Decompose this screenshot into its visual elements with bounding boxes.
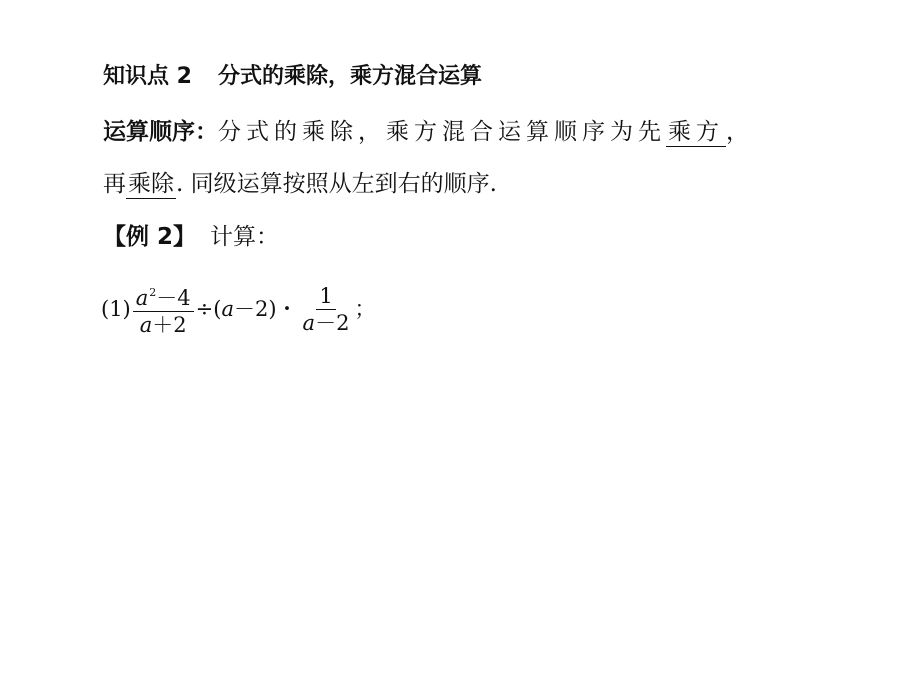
group-rest: －2)・ <box>233 297 298 321</box>
rule-text-1: 分式的乘除，乘方混合运算顺序为先 <box>218 119 666 145</box>
example-instruction: 计算： <box>210 224 280 250</box>
fraction-2-denominator: a－2 <box>302 310 350 335</box>
problem-1 <box>101 280 375 338</box>
group-variable: a <box>221 297 234 321</box>
knowledge-point-heading <box>103 62 482 92</box>
rule-line-1 <box>103 117 749 147</box>
rule-text-3: . 同级运算按照从左到右的顺序. <box>176 171 497 197</box>
fraction-1-denominator: a＋2 <box>139 313 187 337</box>
blank-answer-2: 乘除 <box>128 171 174 197</box>
fraction-1 <box>133 280 194 338</box>
example-label: 【例 2】 <box>103 224 197 250</box>
example-line <box>103 222 279 252</box>
rule-text-2: 再 <box>103 171 126 197</box>
rule-label: 运算顺序： <box>103 119 218 145</box>
rule-line-2 <box>103 169 497 199</box>
problem-index: (1) <box>101 297 131 321</box>
fraction-1-numerator: $a^2-4$ <box>133 280 194 312</box>
division-sign: ÷( <box>195 297 222 321</box>
fraction-2 <box>300 283 353 336</box>
fraction-2-numerator: 1 <box>316 283 335 310</box>
rule-comma: ， <box>726 119 749 145</box>
knowledge-point-title: 分式的乘除，乘方混合运算 <box>217 64 482 89</box>
knowledge-point-number: 知识点 2 <box>103 64 192 89</box>
blank-answer-1: 乘方 <box>668 119 724 145</box>
problem-end: ； <box>354 297 376 321</box>
